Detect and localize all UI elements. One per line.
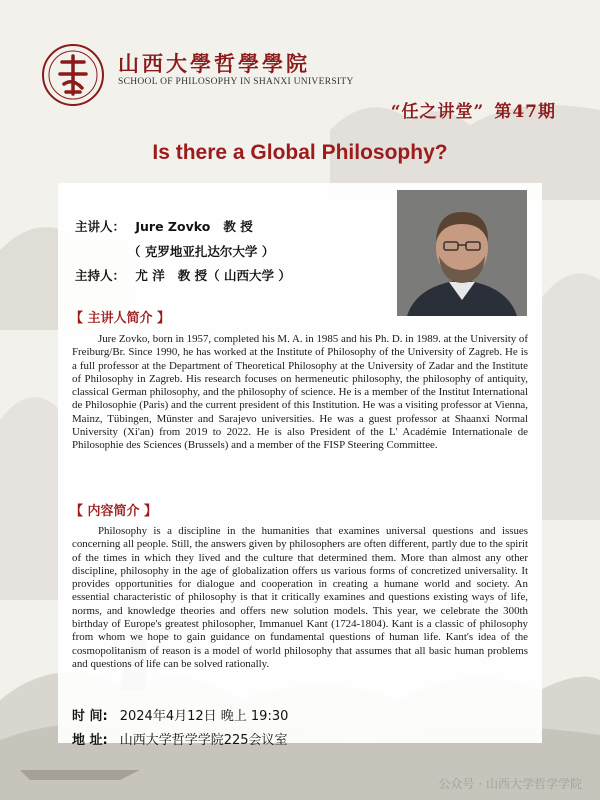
bio-heading: 【 主讲人简介 】 (70, 311, 171, 326)
lecture-series-label (391, 97, 556, 122)
place-value: 山西大学哲学学院225会议室 (119, 733, 288, 748)
speaker-line (75, 217, 253, 235)
time-label: 时 间: (72, 709, 108, 724)
time-value: 2024年4月12日 晚上 19:30 (119, 709, 289, 724)
school-name-english: SCHOOL OF PHILOSOPHY IN SHANXI UNIVERSITY (118, 77, 354, 87)
event-time (72, 705, 288, 724)
bio-text: Jure Zovko, born in 1957, completed his M. A. in 1985 and his Ph. D. in 1989. at the University of Freiburg/Br. Since 1990, he has worked at the Institute of Philosophy of the University of Zagreb. He is a full professor at the Department of Theoretical Philosophy at the University of Zadar and the Institute of Philosophy in Zagreb. His research focuses on hermeneutic philosophy, the philosophy of antiquity, classical German philosophy, and the philosophy of science. He is a member of the Institut International de Philosophie (Paris) and the current president of this Institution. He was a visiting professor at Vienna, Mainz, Tübingen, Münster and Sarajevo universities. He was a guest professor at Shaanxi Normal University (Xi'an) from 2019 to 2022. He is also President of the L' Académie Internationale de Philosophie des Sciences (Brussels) and a member of the FISP Steering Committee. (72, 333, 528, 452)
speaker-photo (397, 190, 527, 316)
event-location (72, 729, 288, 748)
school-name-chinese: 山西大學哲學學院 (118, 51, 310, 76)
content-heading: 【 内容简介 】 (70, 504, 158, 519)
content-text: Philosophy is a discipline in the humanities that examines universal questions and issues concerning all people. Still, the answers given by philosophers are often different, partly due to the spirit of the times in which they lived and the culture that determined them. More than almost any other discipline, philosophy in the age of globalization offers us various forms of concretized universality. It provides opportunities for dialogue and cooperation in creating a humane world and society. An essential characteristic of philosophy is that it critically examines and questions existing ways of life, norms, and knowledge theories and offers new solution models. This year, we celebrate the 300th birthday of Europe's greatest philosopher, Immanuel Kant (1724-1804). Kant is a classic of philosophy from whom we hope to gain guidance on fundamental questions of human life. Kant's idea of the cosmopolitanism of reason is a model of world philosophy that assumes that all basic human problems and questions of life can be solved rationally. (72, 525, 528, 670)
speaker-name: Jure Zovko 教 授 (135, 219, 253, 234)
speaker-affiliation: （ 克罗地亚扎达尔大学 ） (128, 244, 275, 259)
series-name: “任之讲堂” (390, 102, 485, 122)
place-label: 地 址: (72, 733, 108, 748)
wechat-watermark: 公众号 · 山西大学哲学学院 (438, 777, 582, 791)
lecture-title: Is there a Global Philosophy? (152, 141, 448, 164)
series-issue: 第47期 (494, 102, 556, 122)
school-seal-logo (40, 42, 106, 108)
host-label: 主持人： (75, 268, 126, 283)
host-name: 尤 洋 教 授（ 山西大学 ） (135, 268, 291, 283)
speaker-label: 主讲人： (75, 219, 126, 234)
host-line (75, 266, 291, 284)
